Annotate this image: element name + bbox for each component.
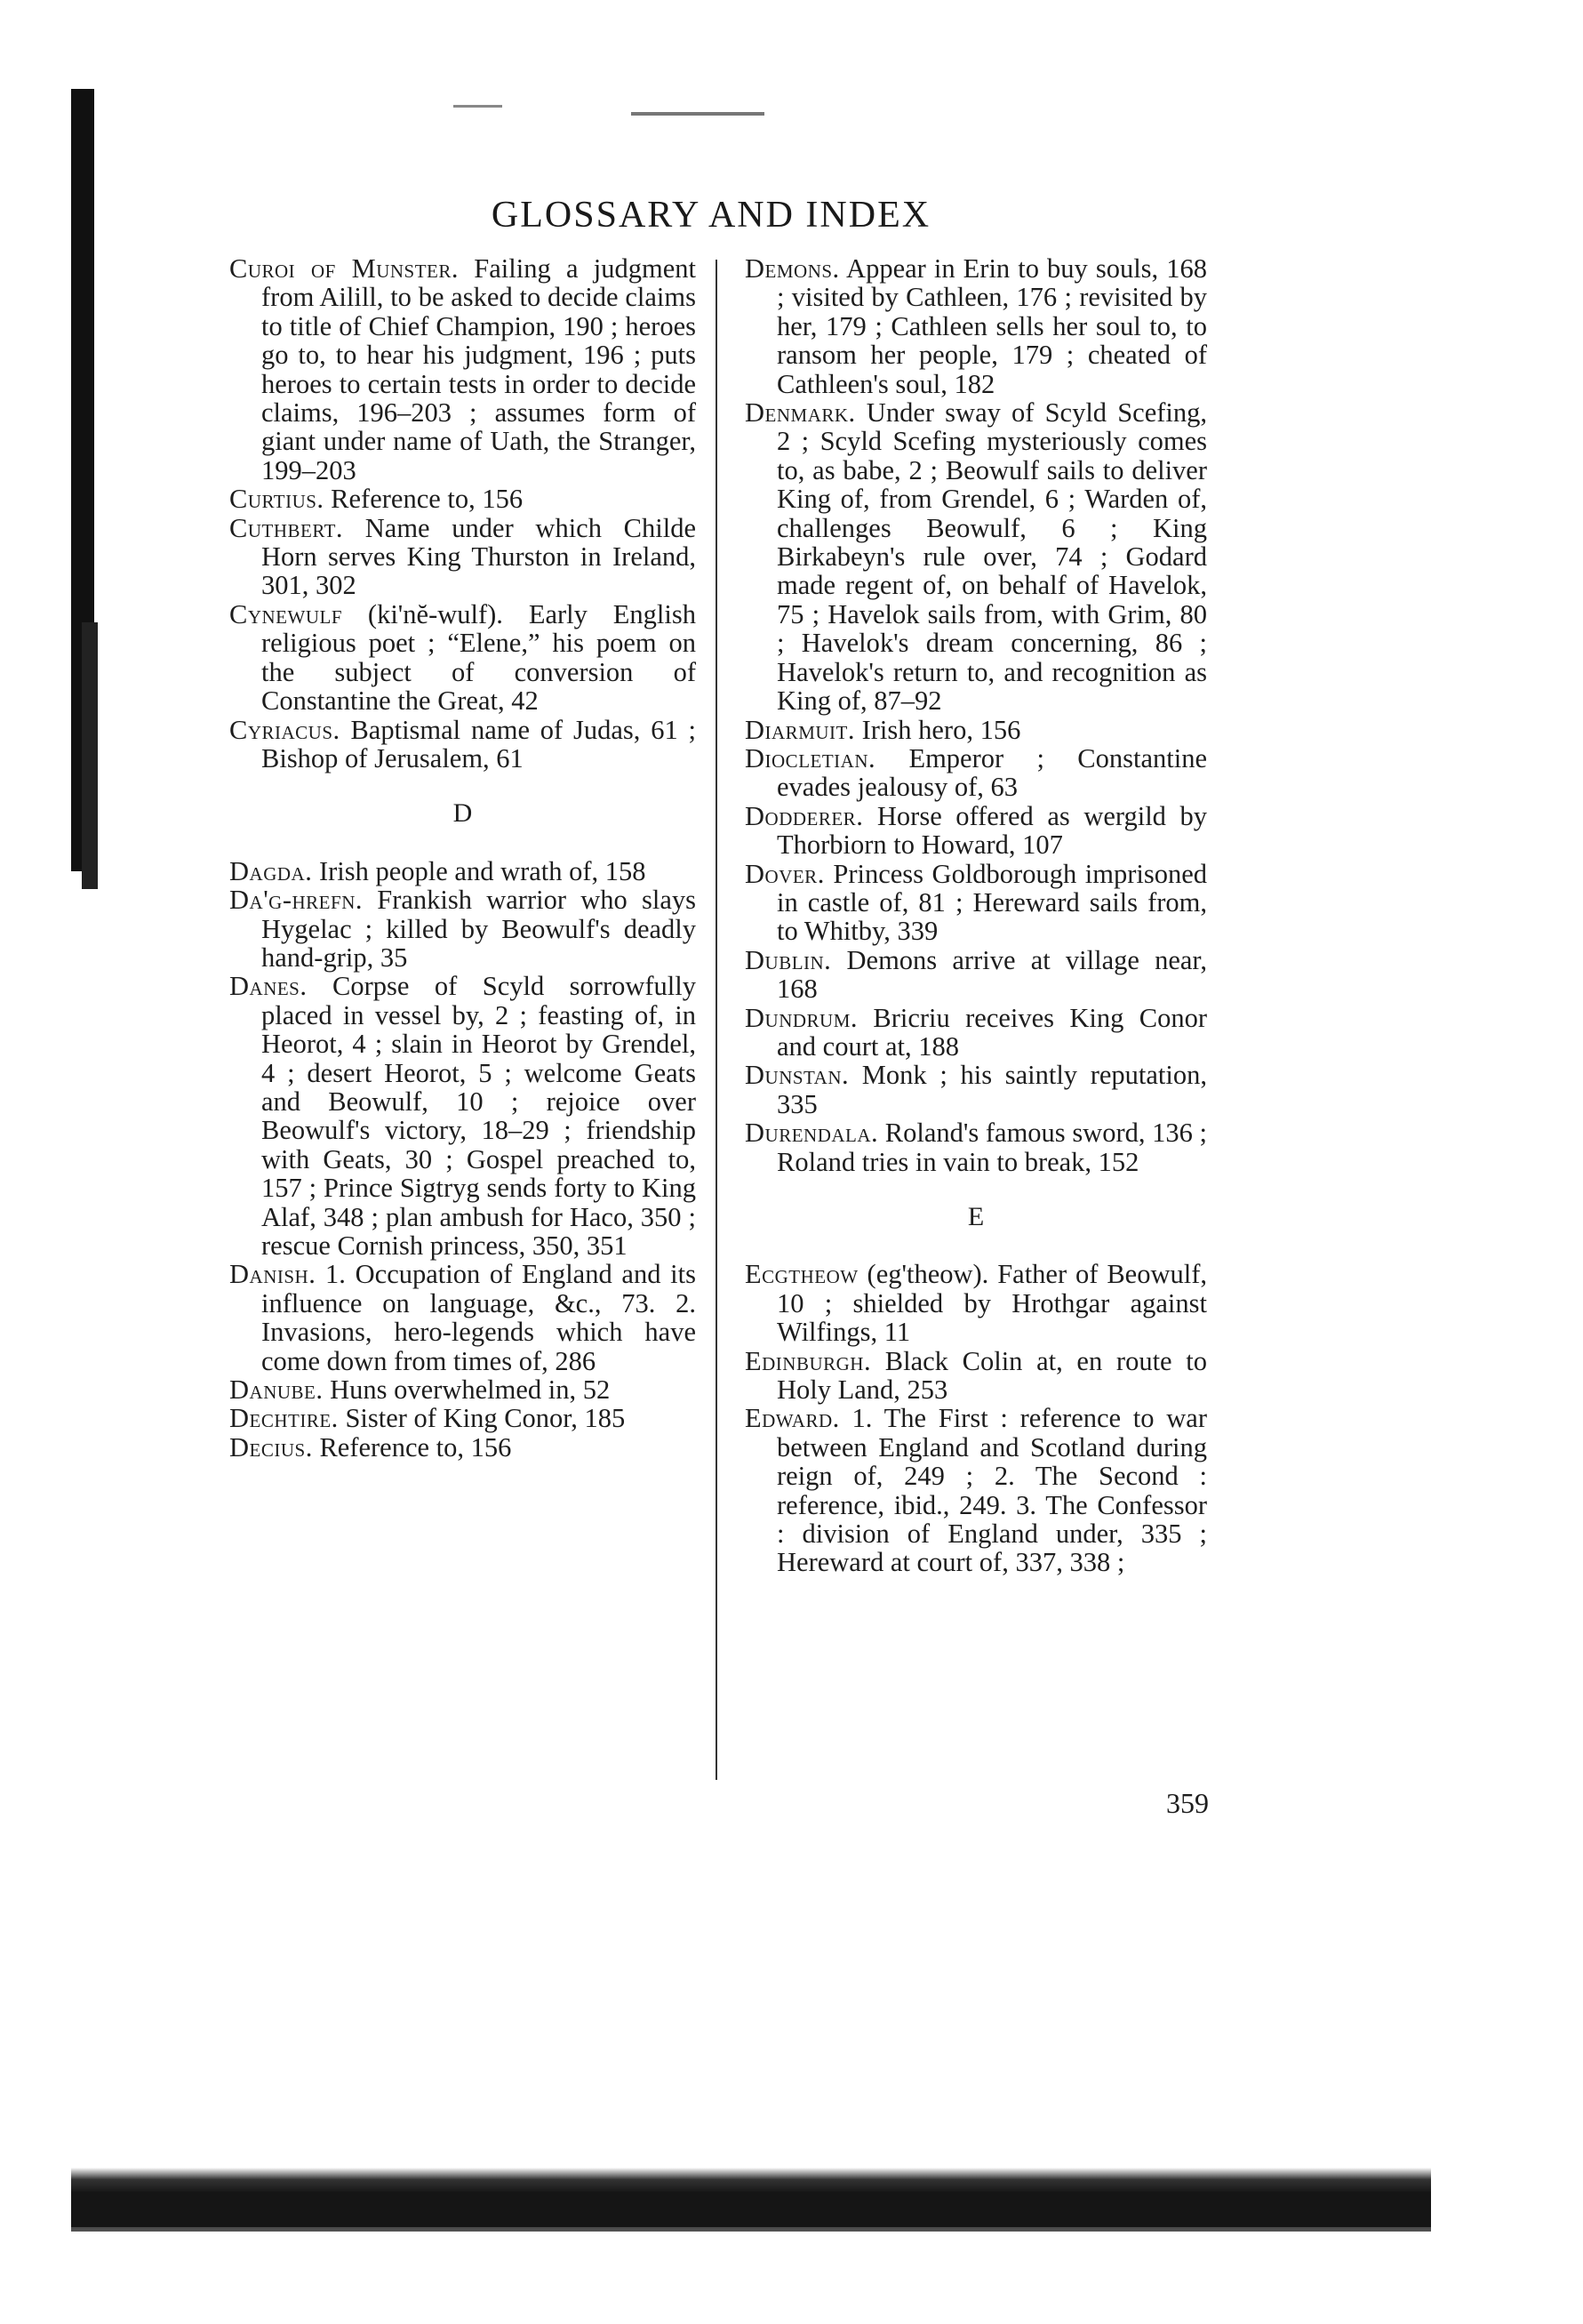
index-entry [229,514,696,600]
entry-text: Monk ; his saintly reputation, 335 [777,1060,1207,1119]
entry-text: Huns overwhelmed in, 52 [323,1374,611,1406]
index-entry [745,860,1207,946]
entry-headword: Cynewulf [229,598,342,629]
entry-headword: Decius. [229,1431,313,1463]
entry-headword: Dover. [745,858,825,889]
index-entry [745,1118,1207,1176]
entry-list [229,857,696,1463]
entry-headword: Edinburgh. [745,1345,872,1376]
entry-text: Princess Goldborough imprisoned in castle of, 81 ; Hereward sails from, to Whitby, 339 [777,858,1207,947]
left-column [229,254,696,1462]
entry-headword: Dechtire. [229,1403,339,1434]
index-entry [745,1004,1207,1062]
entry-text: Irish hero, 156 [854,714,1021,745]
entry-headword: Ecgtheow [745,1259,859,1290]
column-divider [716,260,717,1780]
entry-headword: Denmark. [745,397,856,429]
index-entry [229,1375,696,1404]
entry-headword: Dunstan. [745,1060,850,1091]
entry-text: Reference to, 156 [312,1431,512,1463]
entry-headword: Da'g-hrefn. [229,885,363,916]
index-entry [229,600,696,716]
index-entry [229,716,696,773]
entry-text: Failing a judgment from Ailill, to be asked to decide claims to title of Chief Champion, 190 ; heroes go to, to hear his judgment, 196 ; puts heroes to certain tests in order to decide claims, 196–203 ; assumes form of giant under name of Uath, the Stranger, 199–203 [261,253,697,485]
entry-headword: Danish. [229,1259,316,1290]
scan-edge-shadow-lower [82,622,98,889]
index-entry [745,1347,1207,1405]
entry-text: Bricriu receives King Conor and court at, 188 [777,1002,1207,1062]
index-entry [229,1404,696,1432]
index-entry [229,1433,696,1462]
scan-bottom-edge-dark [71,2192,1431,2227]
entry-text: 1. The First : reference to war between England and Scotland during reign of, 249 ; 2. The Second : reference, ibid., 249. 3. The Confessor : division of England under, 335 ; Hereward at court of, 337, 338 ; [777,1403,1207,1578]
entry-headword: Edward. [745,1403,840,1434]
entry-text: Baptismal name of Judas, 61 ; Bishop of Jerusalem, 61 [261,714,696,773]
entry-list [745,1260,1207,1576]
section-letter: D [452,798,473,829]
entry-headword: Diarmuit. [745,714,855,745]
index-entry [229,886,696,972]
entry-text: Reference to, 156 [324,484,524,515]
index-entry [745,398,1207,715]
scan-smudge [453,105,502,108]
entry-text: Under sway of Scyld Scefing, 2 ; Scyld Scefing mysteriously comes to, as babe, 2 ; Beowulf sails to deliver King of, from Grendel, 6 ; Warden of, challenges Beowulf, 6 ; King Birkabeyn's rule over, 74 ; Godard made regent of, on behalf of Havelok, 75 ; Havelok sails from, with Grim, 80 ; Havelok's dream concerning, 86 ; Havelok's return to, and recognition as King of, 87–92 [777,397,1207,717]
entry-text: 1. Occupation of England and its influence on language, &c., 73. 2. Invasions, hero-legends which have come down from times of, 286 [261,1259,696,1376]
index-entry [229,972,696,1260]
entry-text: Irish people and wrath of, 158 [312,855,646,886]
entry-text: Appear in Erin to buy souls, 168 ; visited by Cathleen, 176 ; revisited by her, 179 ; Cathleen sells her soul to, to ransom her people, 179 ; cheated of Cathleen's soul, 182 [777,253,1207,399]
entry-headword: Danes. [229,971,308,1002]
entry-text: Sister of King Conor, 185 [338,1403,626,1434]
entry-headword: Curoi of Munster. [229,253,459,284]
entry-headword: Dagda. [229,855,313,886]
entry-text: Horse offered as wergild by Thorbiorn to Howard, 107 [777,800,1207,861]
entry-text: Roland's famous sword, 136 ; Roland tries in vain to break, 152 [777,1118,1207,1177]
entry-text: Corpse of Scyld sorrowfully placed in vessel by, 2 ; feasting of, in Heorot, 4 ; slain in Heorot by Grendel, 4 ; desert Heorot, 5 ; welcome Geats and Beowulf, 10 ; rejoice over Beowulf's victory, 18–29 ; friendship with Geats, 30 ; Gospel preached to, 157 ; Prince Sigtryg sends forty to King Alaf, 348 ; plan ambush for Haco, 350 ; rescue Cornish princess, 350, 351 [261,971,696,1261]
entry-headword: Danube. [229,1374,324,1406]
index-entry [745,1260,1207,1346]
index-entry [229,1260,696,1375]
entry-headword: Durendala. [745,1118,879,1149]
entry-list [229,254,696,773]
index-entry [229,857,696,886]
entry-headword: Cuthbert. [229,512,344,543]
index-entry [745,716,1207,744]
entry-headword: Curtius. [229,484,324,515]
index-entry [745,1404,1207,1576]
entry-text: Frankish warrior who slays Hygelac ; killed by Beowulf's deadly hand-grip, 35 [261,885,696,973]
entry-headword: Cyriacus. [229,714,340,745]
entry-text: Emperor ; Constantine evades jealousy of, 63 [777,742,1207,803]
entry-text: Demons arrive at village near, 168 [777,944,1207,1005]
entry-headword: Dundrum. [745,1002,858,1033]
index-entry [745,1061,1207,1118]
index-entry [745,254,1207,398]
page-title: GLOSSARY AND INDEX [491,195,931,236]
entry-headword: Dodderer. [745,800,864,831]
entry-headword: Dublin. [745,944,832,975]
index-entry [229,254,696,485]
entry-text: Name under which Childe Horn serves King Thurston in Ireland, 301, 302 [261,512,696,601]
scan-smudge [631,112,764,116]
index-entry [229,485,696,513]
entry-headword: Diocletian. [745,742,876,773]
index-entry [745,744,1207,802]
entry-headword: Demons. [745,253,840,284]
right-column [745,254,1207,1577]
index-entry [745,946,1207,1004]
page-number: 359 [1166,1787,1209,1819]
entry-text: (ki'nĕ-wulf). Early English religious poet ; “Elene,” his poem on the subject of conversion of Constantine the Great, 42 [261,598,696,717]
entry-text: (eg'theow). Father of Beowulf, 10 ; shielded by Hrothgar against Wilfings, 11 [777,1259,1207,1348]
entry-text: Black Colin at, en route to Holy Land, 253 [777,1345,1207,1406]
index-entry [745,802,1207,860]
entry-list [745,254,1207,1176]
section-letter: E [967,1202,985,1231]
